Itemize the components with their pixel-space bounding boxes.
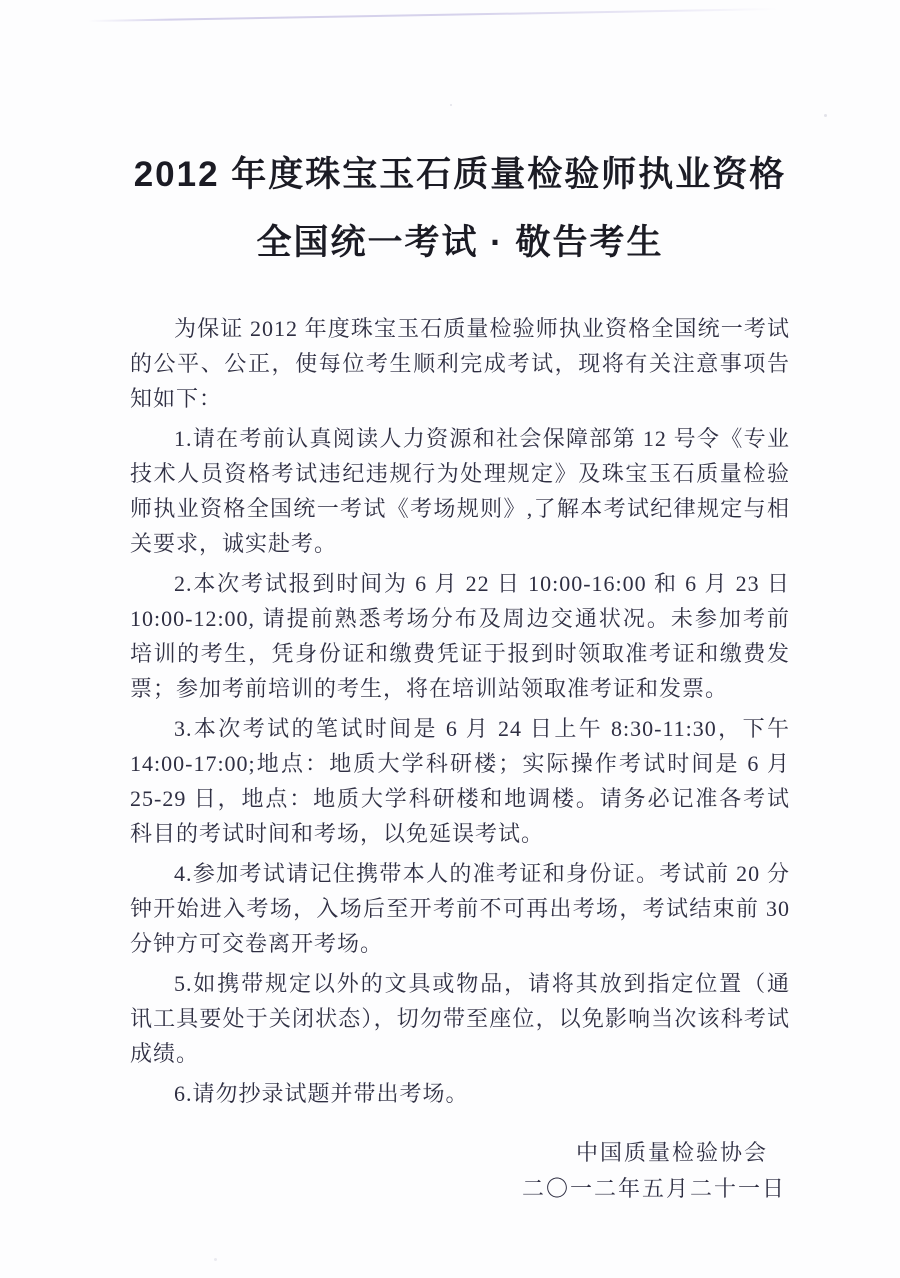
document-title-line-2: 全国统一考试 · 敬告考生 (256, 223, 664, 262)
scan-speck (450, 104, 452, 106)
notice-item-5: 5.如携带规定以外的文具或物品，请将其放到指定位置（通讯工具要处于关闭状态），切勿带至座位，以免影响当次该科考试成绩。 (130, 971, 790, 1066)
notice-item-3: 3.本次考试的笔试时间是 6 月 24 日上午 8:30-11:30，下午 14:00-17:00;地点：地质大学科研楼；实际操作考试时间是 6 月 25-29 日，地点：地质大学科研楼和地调楼。请务必记准各考试科目的考试时间和考场，以免延误考试。 (130, 716, 790, 846)
scan-speck (824, 114, 827, 117)
signature-date: 二〇一二年五月二十一日 (521, 1176, 786, 1201)
notice-item-1: 1.请在考前认真阅读人力资源和社会保障部第 12 号令《专业技术人员资格考试违纪违规行为处理规定》及珠宝玉石质量检验师执业资格全国统一考试《考场规则》,了解本考试纪律规定与相关要求，诚实赴考。 (130, 426, 790, 556)
document-title-line-1: 2012 年度珠宝玉石质量检验师执业资格 (133, 155, 787, 194)
intro-paragraph: 为保证 2012 年度珠宝玉石质量检验师执业资格全国统一考试的公平、公正，使每位考生顺利完成考试，现将有关注意事项告知如下： (130, 316, 790, 411)
notice-item-2: 2.本次考试报到时间为 6 月 22 日 10:00-16:00 和 6 月 23 日 10:00-12:00, 请提前熟悉考场分布及周边交通状况。未参加考前培训的考生，凭身份证和缴费凭证于报到时领取准考证和缴费发票；参加考前培训的考生，将在培训站领取准考证和发票。 (130, 571, 790, 701)
scan-artifact-line (88, 8, 778, 22)
notice-item-6: 6.请勿抄录试题并带出考场。 (174, 1081, 469, 1106)
signature-organization: 中国质量检验协会 (575, 1140, 768, 1165)
signature-block (130, 1135, 790, 1207)
scan-speck (214, 1258, 217, 1261)
notice-item-4: 4.参加考试请记住携带本人的准考证和身份证。考试前 20 分钟开始进入考场，入场后至开考前不可再出考场，考试结束前 30 分钟方可交卷离开考场。 (130, 861, 790, 956)
